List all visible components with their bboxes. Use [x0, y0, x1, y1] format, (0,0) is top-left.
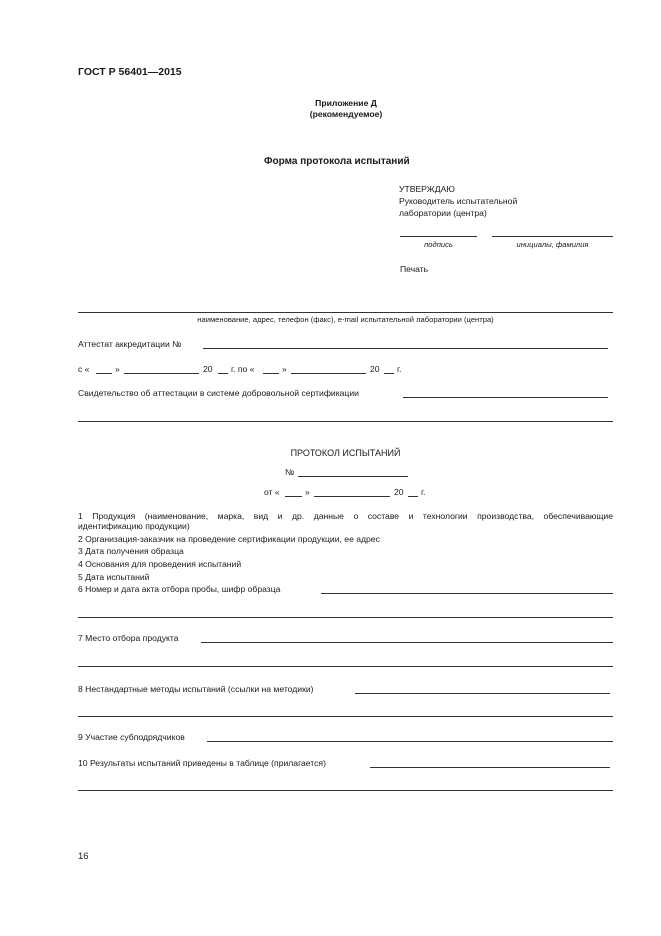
period-quote1: » [115, 364, 120, 374]
period-20b: 20 [370, 364, 380, 374]
item-6-line-2 [78, 617, 613, 618]
protocol-date-day-line [285, 496, 302, 497]
protocol-date-20: 20 [394, 487, 404, 497]
signature-caption: подпись [424, 240, 453, 249]
item-10-line [370, 767, 610, 768]
period-20a: 20 [203, 364, 213, 374]
protocol-number-line [298, 476, 408, 477]
lab-info-caption: наименование, адрес, телефон (факс), e-mail испытательной лаборатории (центра) [197, 315, 494, 324]
stamp-label: Печать [400, 264, 429, 274]
protocol-date-end: г. [421, 487, 426, 497]
period-from-year-line [218, 373, 228, 374]
period-from-label: с « [78, 364, 90, 374]
period-from-month-line [124, 373, 199, 374]
item-9: 9 Участие субподрядчиков [78, 732, 185, 742]
period-quote2: » [282, 364, 287, 374]
item-7-line-2 [78, 666, 613, 667]
item-4: 4 Основания для проведения испытаний [78, 559, 242, 569]
item-5: 5 Дата испытаний [78, 572, 150, 582]
period-end-label: г. [397, 364, 402, 374]
period-to-month-line [291, 373, 366, 374]
item-10: 10 Результаты испытаний приведены в таблице (прилагается) [78, 758, 326, 768]
appendix-status: (рекомендуемое) [309, 109, 383, 119]
item-7-line [201, 642, 613, 643]
period-to-day-line [263, 373, 279, 374]
protocol-date-quote: » [305, 487, 310, 497]
name-caption: инициалы, фамилия [516, 240, 589, 249]
page-number: 16 [78, 851, 89, 862]
item-8-line-2 [78, 716, 613, 717]
certificate-line [403, 397, 608, 398]
item-6-line [321, 593, 613, 594]
approver-role-line1: Руководитель испытательной [399, 196, 518, 206]
protocol-title: ПРОТОКОЛ ИСПЫТАНИЙ [290, 448, 401, 458]
lab-info-line [78, 312, 613, 313]
item-3: 3 Дата получения образца [78, 546, 184, 556]
certificate-line-2 [78, 421, 613, 422]
item-1-line-2: идентификацию продукции) [78, 521, 190, 531]
period-from-day-line [96, 373, 112, 374]
period-to-year-line [384, 373, 394, 374]
item-6: 6 Номер и дата акта отбора пробы, шифр образца [78, 584, 281, 594]
accreditation-number-line [203, 348, 608, 349]
protocol-date-month-line [314, 496, 390, 497]
item-8-line [355, 693, 610, 694]
signature-line [400, 236, 477, 237]
item-10-line-2 [78, 790, 613, 791]
certificate-label: Свидетельство об аттестации в системе добровольной сертификации [78, 388, 359, 398]
item-1-line-1: 1 Продукция (наименование, марка, вид и др. данные о составе и технологии производства, обеспечивающие [78, 511, 613, 521]
form-title: Форма протокола испытаний [264, 156, 410, 167]
item-2: 2 Организация-заказчик на проведение сертификации продукции, ее адрес [78, 534, 380, 544]
item-7: 7 Место отбора продукта [78, 633, 179, 643]
approver-role-line2: лаборатории (центра) [399, 208, 487, 218]
approve-label: УТВЕРЖДАЮ [399, 184, 455, 194]
period-to-label: г. по « [231, 364, 255, 374]
standard-code: ГОСТ Р 56401—2015 [78, 66, 182, 78]
item-8: 8 Нестандартные методы испытаний (ссылки на методики) [78, 684, 314, 694]
accreditation-label: Аттестат аккредитации № [78, 339, 182, 349]
protocol-date-from: от « [264, 487, 280, 497]
name-line [492, 236, 613, 237]
protocol-date-year-line [408, 496, 418, 497]
item-9-line [207, 741, 613, 742]
appendix-title: Приложение Д [315, 98, 377, 108]
protocol-number-label: № [285, 467, 295, 477]
